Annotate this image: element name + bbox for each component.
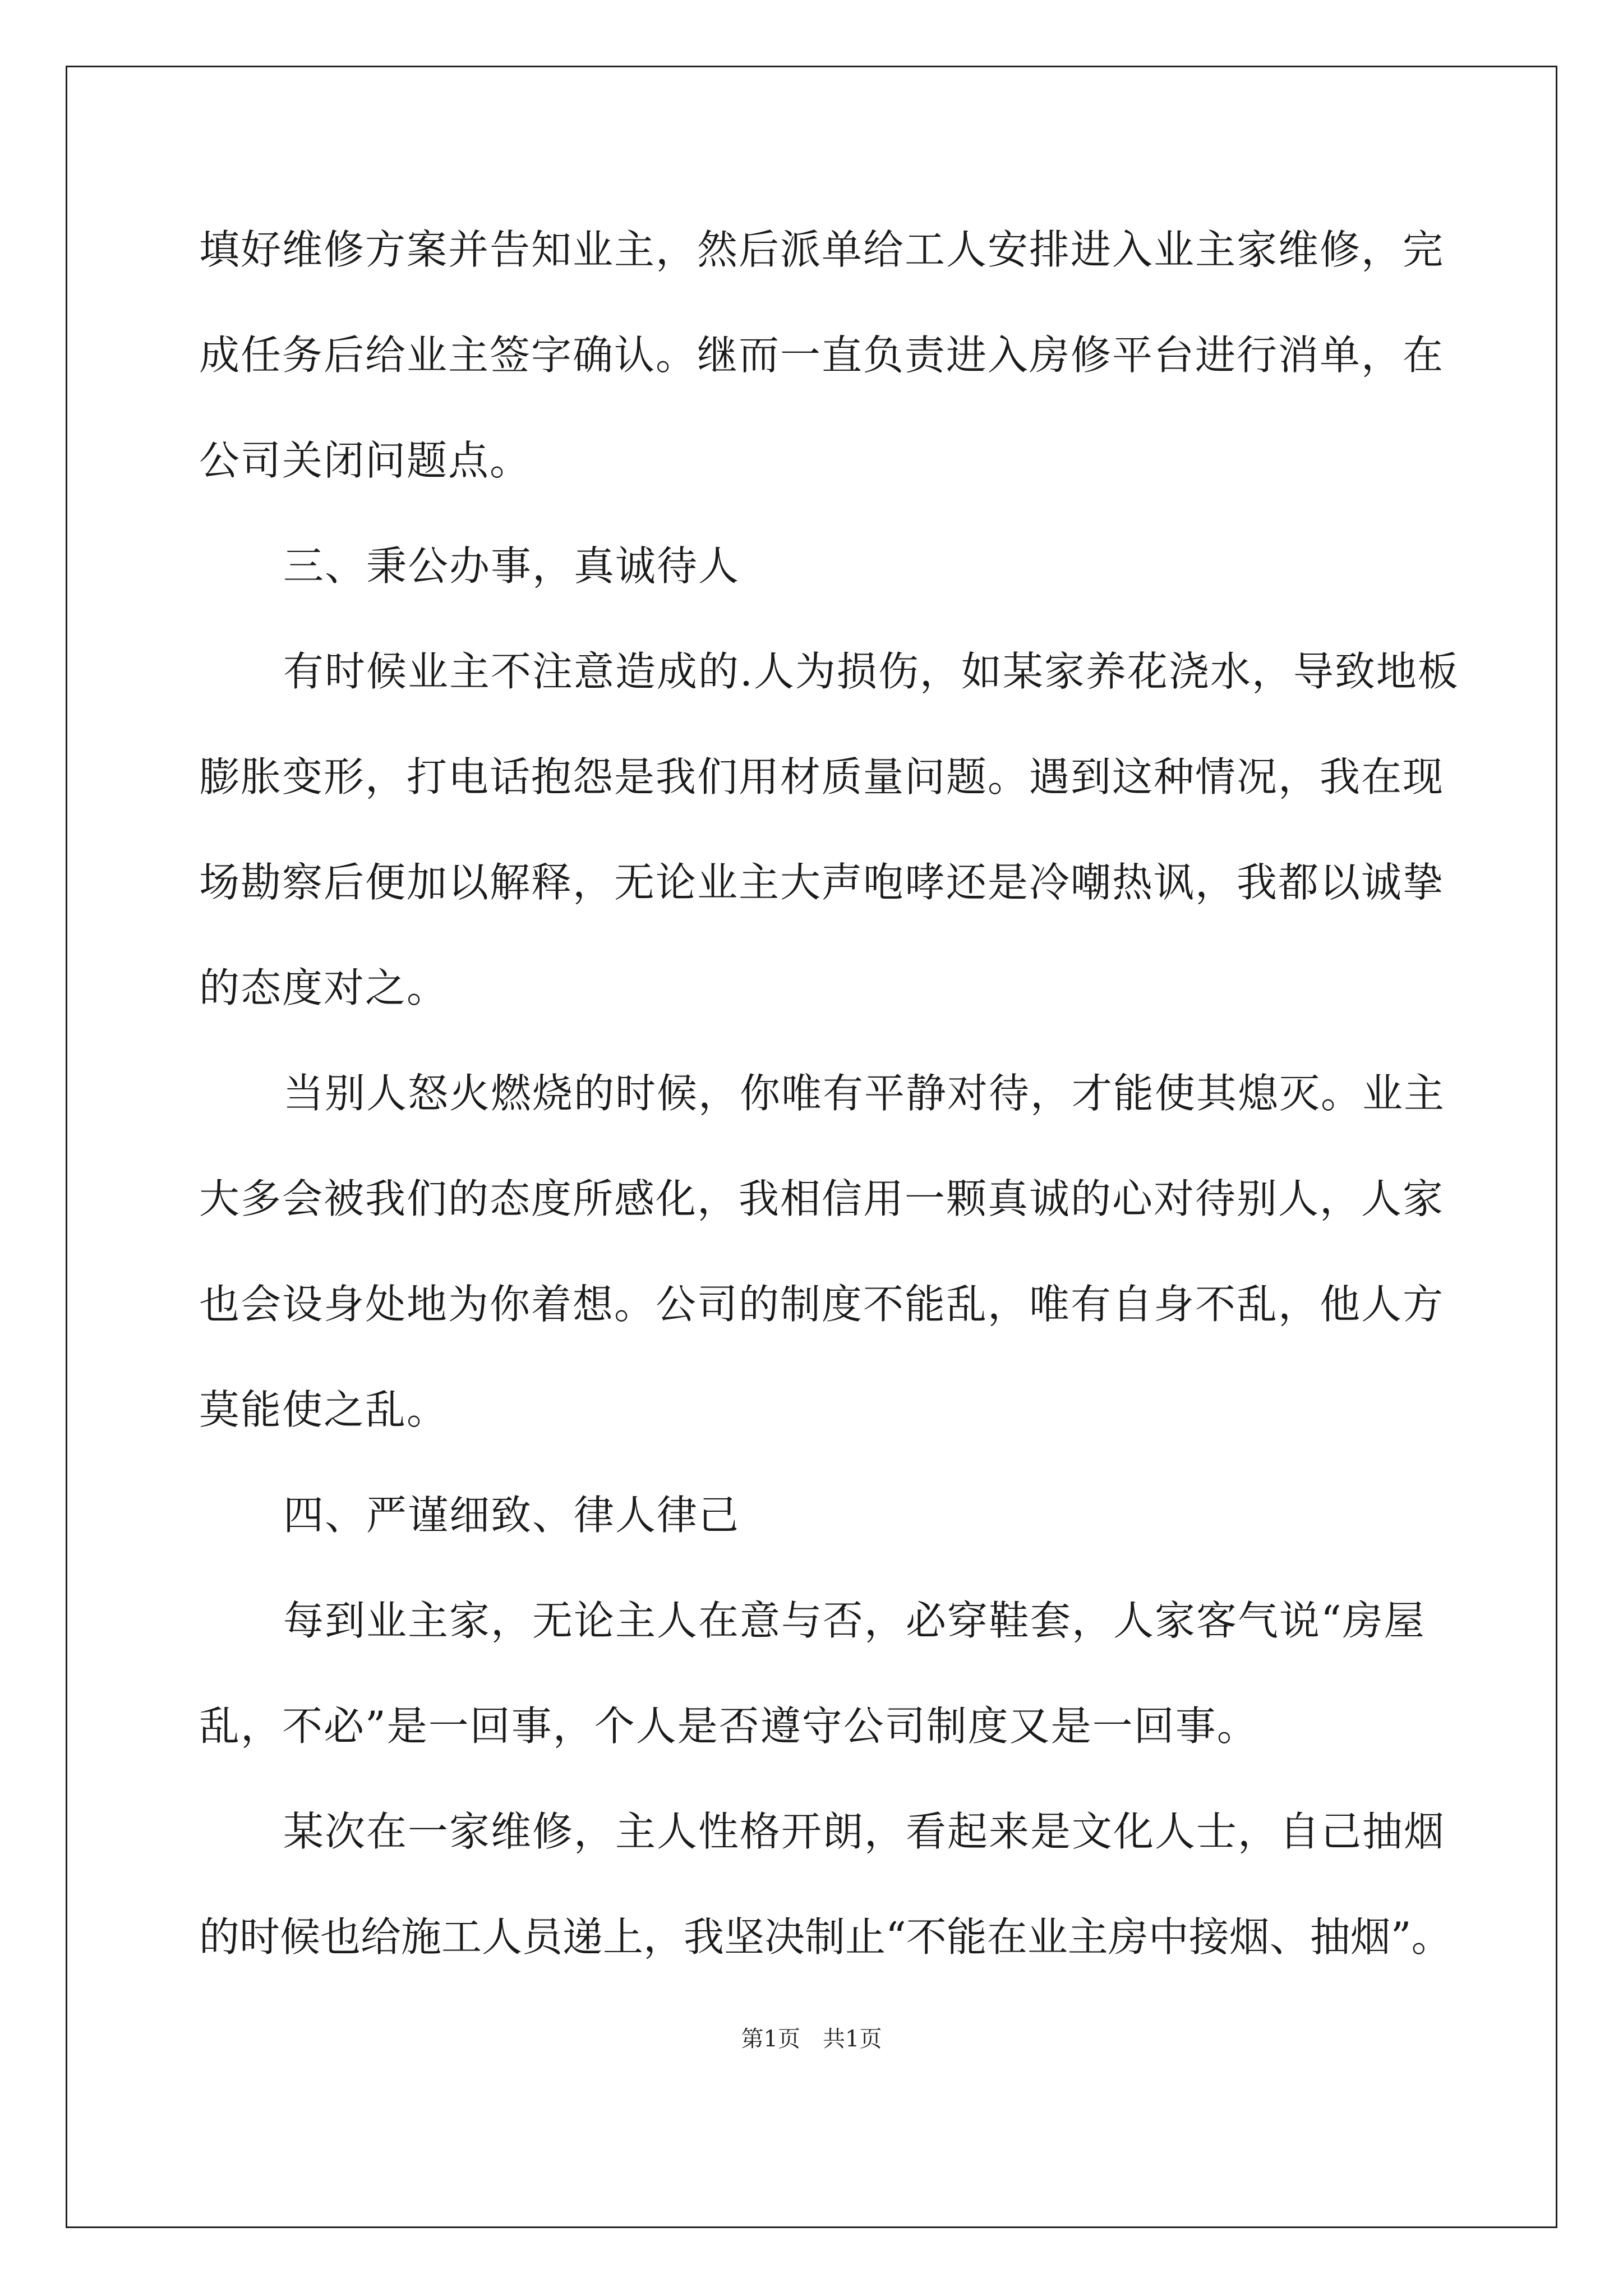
section-heading-4: 四、严谨细致、律人律己	[283, 1492, 740, 1539]
text-line-7: 场勘察后便加以解释，无论业主大声咆哮还是冷嘲热讽，我都以诚挚	[199, 859, 1445, 906]
text-line-3: 公司关闭问题点。	[199, 437, 532, 484]
text-line-11: 也会设身处地为你着想。公司的制度不能乱，唯有自身不乱，他人方	[199, 1281, 1445, 1328]
text-line-2: 成任务后给业主签字确认。继而一直负责进入房修平台进行消单，在	[199, 332, 1445, 379]
text-line-9: 当别人怒火燃烧的时候，你唯有平静对待，才能使其熄灭。业主	[283, 1070, 1446, 1117]
text-line-1: 填好维修方案并告知业主，然后派单给工人安排进入业主家维修，完	[199, 226, 1445, 273]
text-line-8: 的态度对之。	[199, 964, 449, 1011]
text-line-6: 膨胀变形，打电话抱怨是我们用材质量问题。遇到这种情况，我在现	[199, 753, 1445, 800]
text-line-16: 某次在一家维修，主人性格开朗，看起来是文化人士，自己抽烟	[283, 1808, 1446, 1855]
section-heading-3: 三、秉公办事，真诚待人	[283, 542, 740, 590]
page-footer: 第1页 共1页	[741, 2026, 882, 2052]
text-line-5: 有时候业主不注意造成的.人为损伤，如某家养花浇水，导致地板	[283, 648, 1459, 695]
text-line-12: 莫能使之乱。	[199, 1386, 449, 1433]
text-line-15: 乱，不必”是一回事，个人是否遵守公司制度又是一回事。	[199, 1703, 1258, 1750]
text-line-14: 每到业主家，无论主人在意与否，必穿鞋套，人家客气说“房屋	[283, 1597, 1426, 1644]
page-border	[66, 66, 1557, 2228]
text-line-10: 大多会被我们的态度所感化，我相信用一颗真诚的心对待别人，人家	[199, 1175, 1445, 1222]
text-line-17: 的时候也给施工人员递上，我坚决制止“不能在业主房中接烟、抽烟”。	[199, 1913, 1452, 1961]
